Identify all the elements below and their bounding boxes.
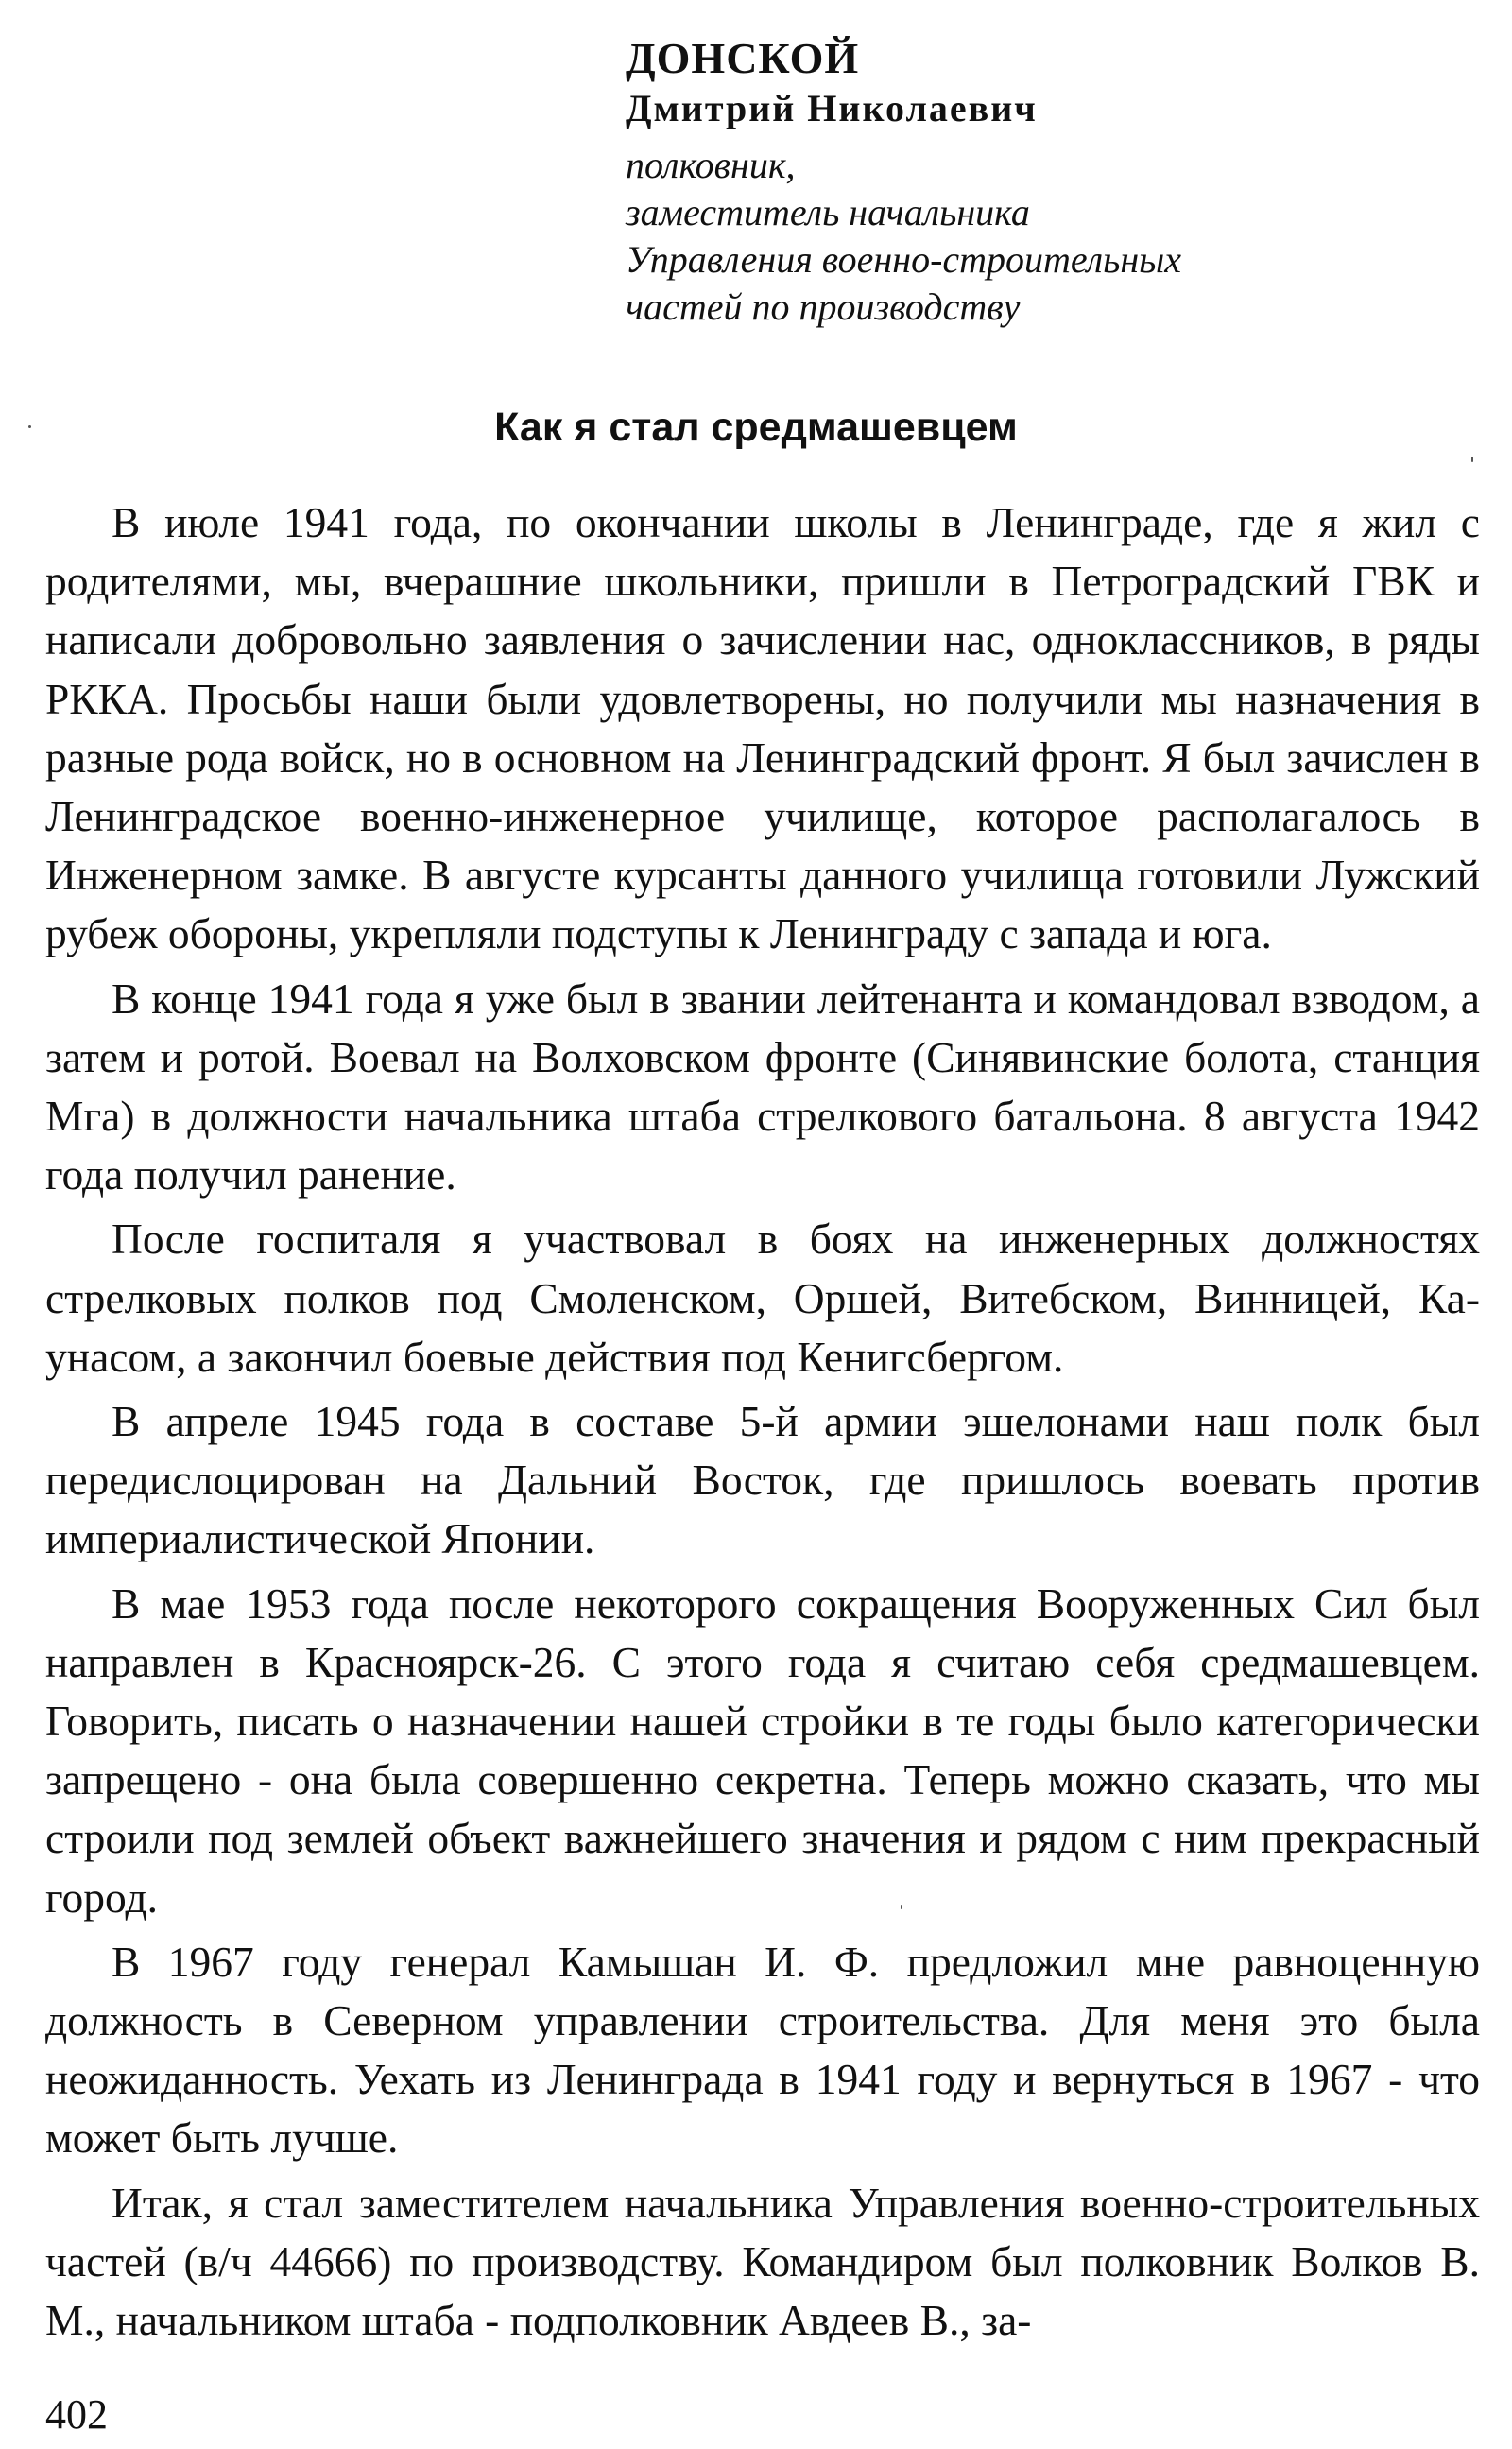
body-paragraph: В 1967 году генерал Камышан И. Ф. предложил мне равноценную должность в Северном управлении строительства. Для меня это была неожиданность. Уехать из Ленинграда в 1941 году и вернуться в 1967 - что может быть лучше. [45,1937,1480,2163]
body-paragraph: После госпиталя я участвовал в боях на инженерных должностях стрелковых полков под Смоленском, Оршей, Витебском, Винницей, Каунасом, а закончил боевые действия под Кенигсбергом. [45,1215,1480,1381]
author-surname: ДОНСКОЙ [626,34,860,82]
scan-speck [28,425,31,428]
body-paragraph: В июле 1941 года, по окончании школы в Ленинграде, где я жил с родителями, мы, вчерашние школьники, пришли в Петроградский ГВК и написали добровольно заявления о зачислении нас, одноклассников, в ряды РККА. Просьбы наши были удовлетворены, но получили мы назначения в разные рода войск, но в основном на Ленинградский фронт. Я был зачислен в Ленинградское военно-инженерное училище, которое располагалось в Инженерном замке. В августе курсанты данного училища готовили Лужский рубеж обороны, укрепляли подступы к Ленинграду с запада и юга. [45,498,1480,958]
article-body [45,493,1480,2355]
author-full-name: Дмитрий Николаевич [626,87,1038,129]
body-paragraph: В апреле 1945 года в составе 5-й армии эшелонами наш полк был передислоцирован на Дальний Восток, где пришлось воевать против империалистической Японии. [45,1397,1480,1563]
author-header [626,32,1457,331]
body-paragraph: В мае 1953 года после некоторого сокращения Вооруженных Сил был направлен в Красноярск-26. С этого года я считаю себя средмашевцем. Говорить, писать о назначении нашей стройки в те годы было категорически запрещено - она была совершенно секретна. Теперь можно сказать, что мы строили под землей объект важнейшего значения и рядом с ним прекрасный город. [45,1578,1480,1922]
body-paragraph: В конце 1941 года я уже был в звании лейтенанта и командовал взводом, а затем и ротой. Воевал на Волховском фронте (Синявинские болота, станция Мга) в должности начальника штаба стрелкового батальона. 8 августа 1942 года получил ранение. [45,974,1480,1199]
body-paragraph: Итак, я стал заместителем начальника Управления военно-строительных частей (в/ч 44666) по производству. Командиром был полковник Волков В. М., начальником штаба - подполковник Авдеев В., за- [45,2178,1480,2345]
scan-speck [901,1905,902,1909]
author-position-line: Управления военно-строительных [626,238,1182,281]
author-position [626,142,1457,331]
scan-speck [1471,457,1473,462]
page-number: 402 [45,2391,108,2438]
author-position-line: частей по производству [626,285,1021,328]
author-position-line: заместитель начальника [626,191,1030,233]
article-title: Как я стал средмашевцем [494,405,1018,450]
author-position-line: полковник, [626,144,796,186]
